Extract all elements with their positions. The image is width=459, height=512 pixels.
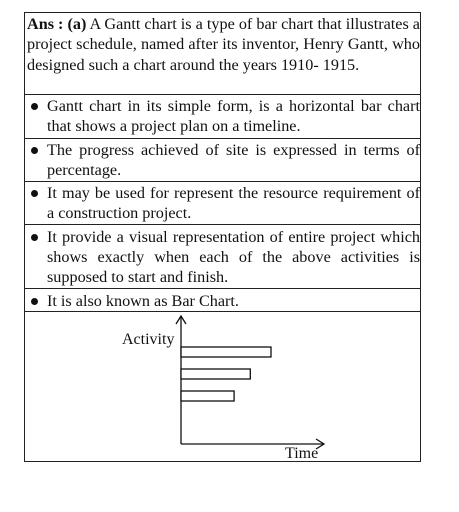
bullet-icon — [31, 147, 38, 154]
x-axis-label: Time — [285, 445, 319, 462]
gantt-bar — [181, 347, 271, 357]
bullet-icon — [31, 190, 38, 197]
bullet-icon — [31, 103, 38, 110]
bars-group — [181, 347, 271, 401]
gantt-bar — [181, 391, 234, 401]
answer-paragraph — [27, 14, 420, 75]
answer-text: A Gantt chart is a type of bar chart that illustrates a project schedule, named after its inventor, Henry Gantt, who designed such a chart around the years 1910- 1915. — [27, 15, 420, 74]
bullet-icon — [31, 298, 38, 305]
bullet-icon — [31, 234, 38, 241]
bullet-list — [27, 96, 420, 311]
bullet-item: It is also known as Bar Chart. — [27, 291, 420, 311]
answer-part: (a) — [67, 15, 87, 33]
bullet-item: It may be used for represent the resource requirement of a construction project. — [27, 183, 420, 224]
gantt-chart — [112, 312, 332, 462]
gantt-bar — [181, 369, 250, 379]
answer-prefix: Ans : — [27, 15, 68, 33]
bullet-item: Gantt chart in its simple form, is a horizontal bar chart that shows a project plan on a timeline. — [27, 96, 420, 137]
bullet-item: It provide a visual representation of entire project which shows exactly when each of the above activities is supposed to start and finish. — [27, 227, 420, 288]
bullet-item: The progress achieved of site is expressed in terms of percentage. — [27, 140, 420, 181]
y-axis-label: Activity — [122, 331, 175, 348]
separator — [24, 94, 421, 95]
